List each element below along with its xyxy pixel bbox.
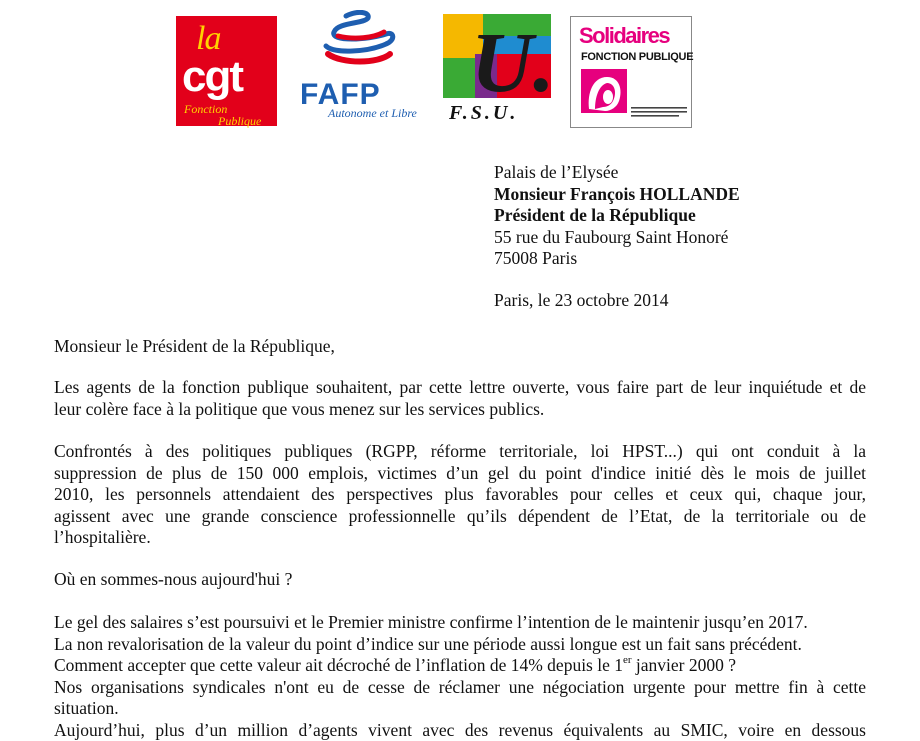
recipient-address: [494, 162, 740, 270]
address-city: 75008 Paris: [494, 248, 740, 270]
ordinal-superscript: er: [623, 654, 632, 666]
fsu-logo-letter: U.: [471, 12, 555, 112]
paragraph-2: [54, 441, 866, 549]
fafp-logo-name: FAFP: [300, 78, 381, 112]
solidaires-fineprint-icon: [631, 105, 687, 119]
paragraph-4-line-3: [54, 655, 866, 677]
cgt-logo-line1: Fonction: [184, 102, 227, 117]
paragraph-2-line-4: agissent avec une grande conscience professionnelle qu’ils dépendent de l’Etat, de la territoriale ou de: [54, 506, 866, 528]
paragraph-2-line-3: 2010, les personnels attendaient des perspectives plus favorables pour celles et ceux qui, chaque jour,: [54, 484, 866, 506]
solidaires-logo-name: Solidaires: [579, 23, 669, 49]
solidaires-face-icon: [581, 69, 627, 113]
solidaires-logo: [570, 16, 692, 128]
paragraph-1-line-1: Les agents de la fonction publique souhaitent, par cette lettre ouverte, vous faire part de leur inquiétude et de: [54, 377, 866, 399]
address-line-1: Palais de l’Elysée: [494, 162, 740, 184]
paragraph-4-line-1: Le gel des salaires s’est poursuivi et le Premier ministre confirme l’intention de le maintenir jusqu’en 2017.: [54, 612, 866, 634]
fsu-logo-name: F.S.U.: [449, 102, 518, 125]
paragraph-4-line-2: La non revalorisation de la valeur du point d’indice sur une période aussi longue est un fait sans précédent.: [54, 634, 866, 656]
salutation: Monsieur le Président de la République,: [54, 336, 866, 358]
cgt-logo-la: la: [196, 20, 220, 58]
letter-date: Paris, le 23 octobre 2014: [494, 290, 668, 311]
union-logos: [0, 0, 920, 140]
paragraph-4-line-3-end: janvier 2000 ?: [632, 655, 736, 675]
paragraph-4-line-6: Aujourd’hui, plus d’un million d’agents vivent avec des revenus équivalents au SMIC, voire en dessous: [54, 720, 866, 741]
fafp-logo: [298, 10, 426, 128]
paragraph-4-line-4: Nos organisations syndicales n'ont eu de cesse de réclamer une négociation urgente pour mettre fin à cette: [54, 677, 866, 699]
paragraph-4: [54, 612, 866, 741]
cgt-logo-name: cgt: [182, 52, 242, 102]
paragraph-4-line-5: situation.: [54, 698, 866, 720]
paragraph-1-line-2: leur colère face à la politique que vous menez sur les services publics.: [54, 399, 866, 421]
paragraph-3: Où en sommes-nous aujourd'hui ?: [54, 569, 866, 591]
paragraph-4-line-3-start: Comment accepter que cette valeur ait décroché de l’inflation de 14% depuis le 1: [54, 655, 623, 675]
recipient-name: Monsieur François HOLLANDE: [494, 184, 740, 206]
fafp-logo-tagline: Autonome et Libre: [328, 106, 417, 121]
solidaires-logo-subtitle: FONCTION PUBLIQUE: [581, 51, 693, 63]
address-street: 55 rue du Faubourg Saint Honoré: [494, 227, 740, 249]
fsu-logo: [443, 14, 551, 126]
paragraph-2-line-1: Confrontés à des politiques publiques (RGPP, réforme territoriale, loi HPST...) qui ont conduit à la: [54, 441, 866, 463]
fafp-swirl-icon: [298, 10, 426, 82]
recipient-title: Président de la République: [494, 205, 740, 227]
paragraph-2-line-5: l’hospitalière.: [54, 527, 866, 549]
cgt-logo: [176, 16, 277, 126]
cgt-logo-line2: Publique: [218, 114, 261, 129]
paragraph-1: [54, 377, 866, 420]
paragraph-2-line-2: suppression de plus de 150 000 emplois, victimes d’un gel du point d'indice initié dès le mois de juillet: [54, 463, 866, 485]
